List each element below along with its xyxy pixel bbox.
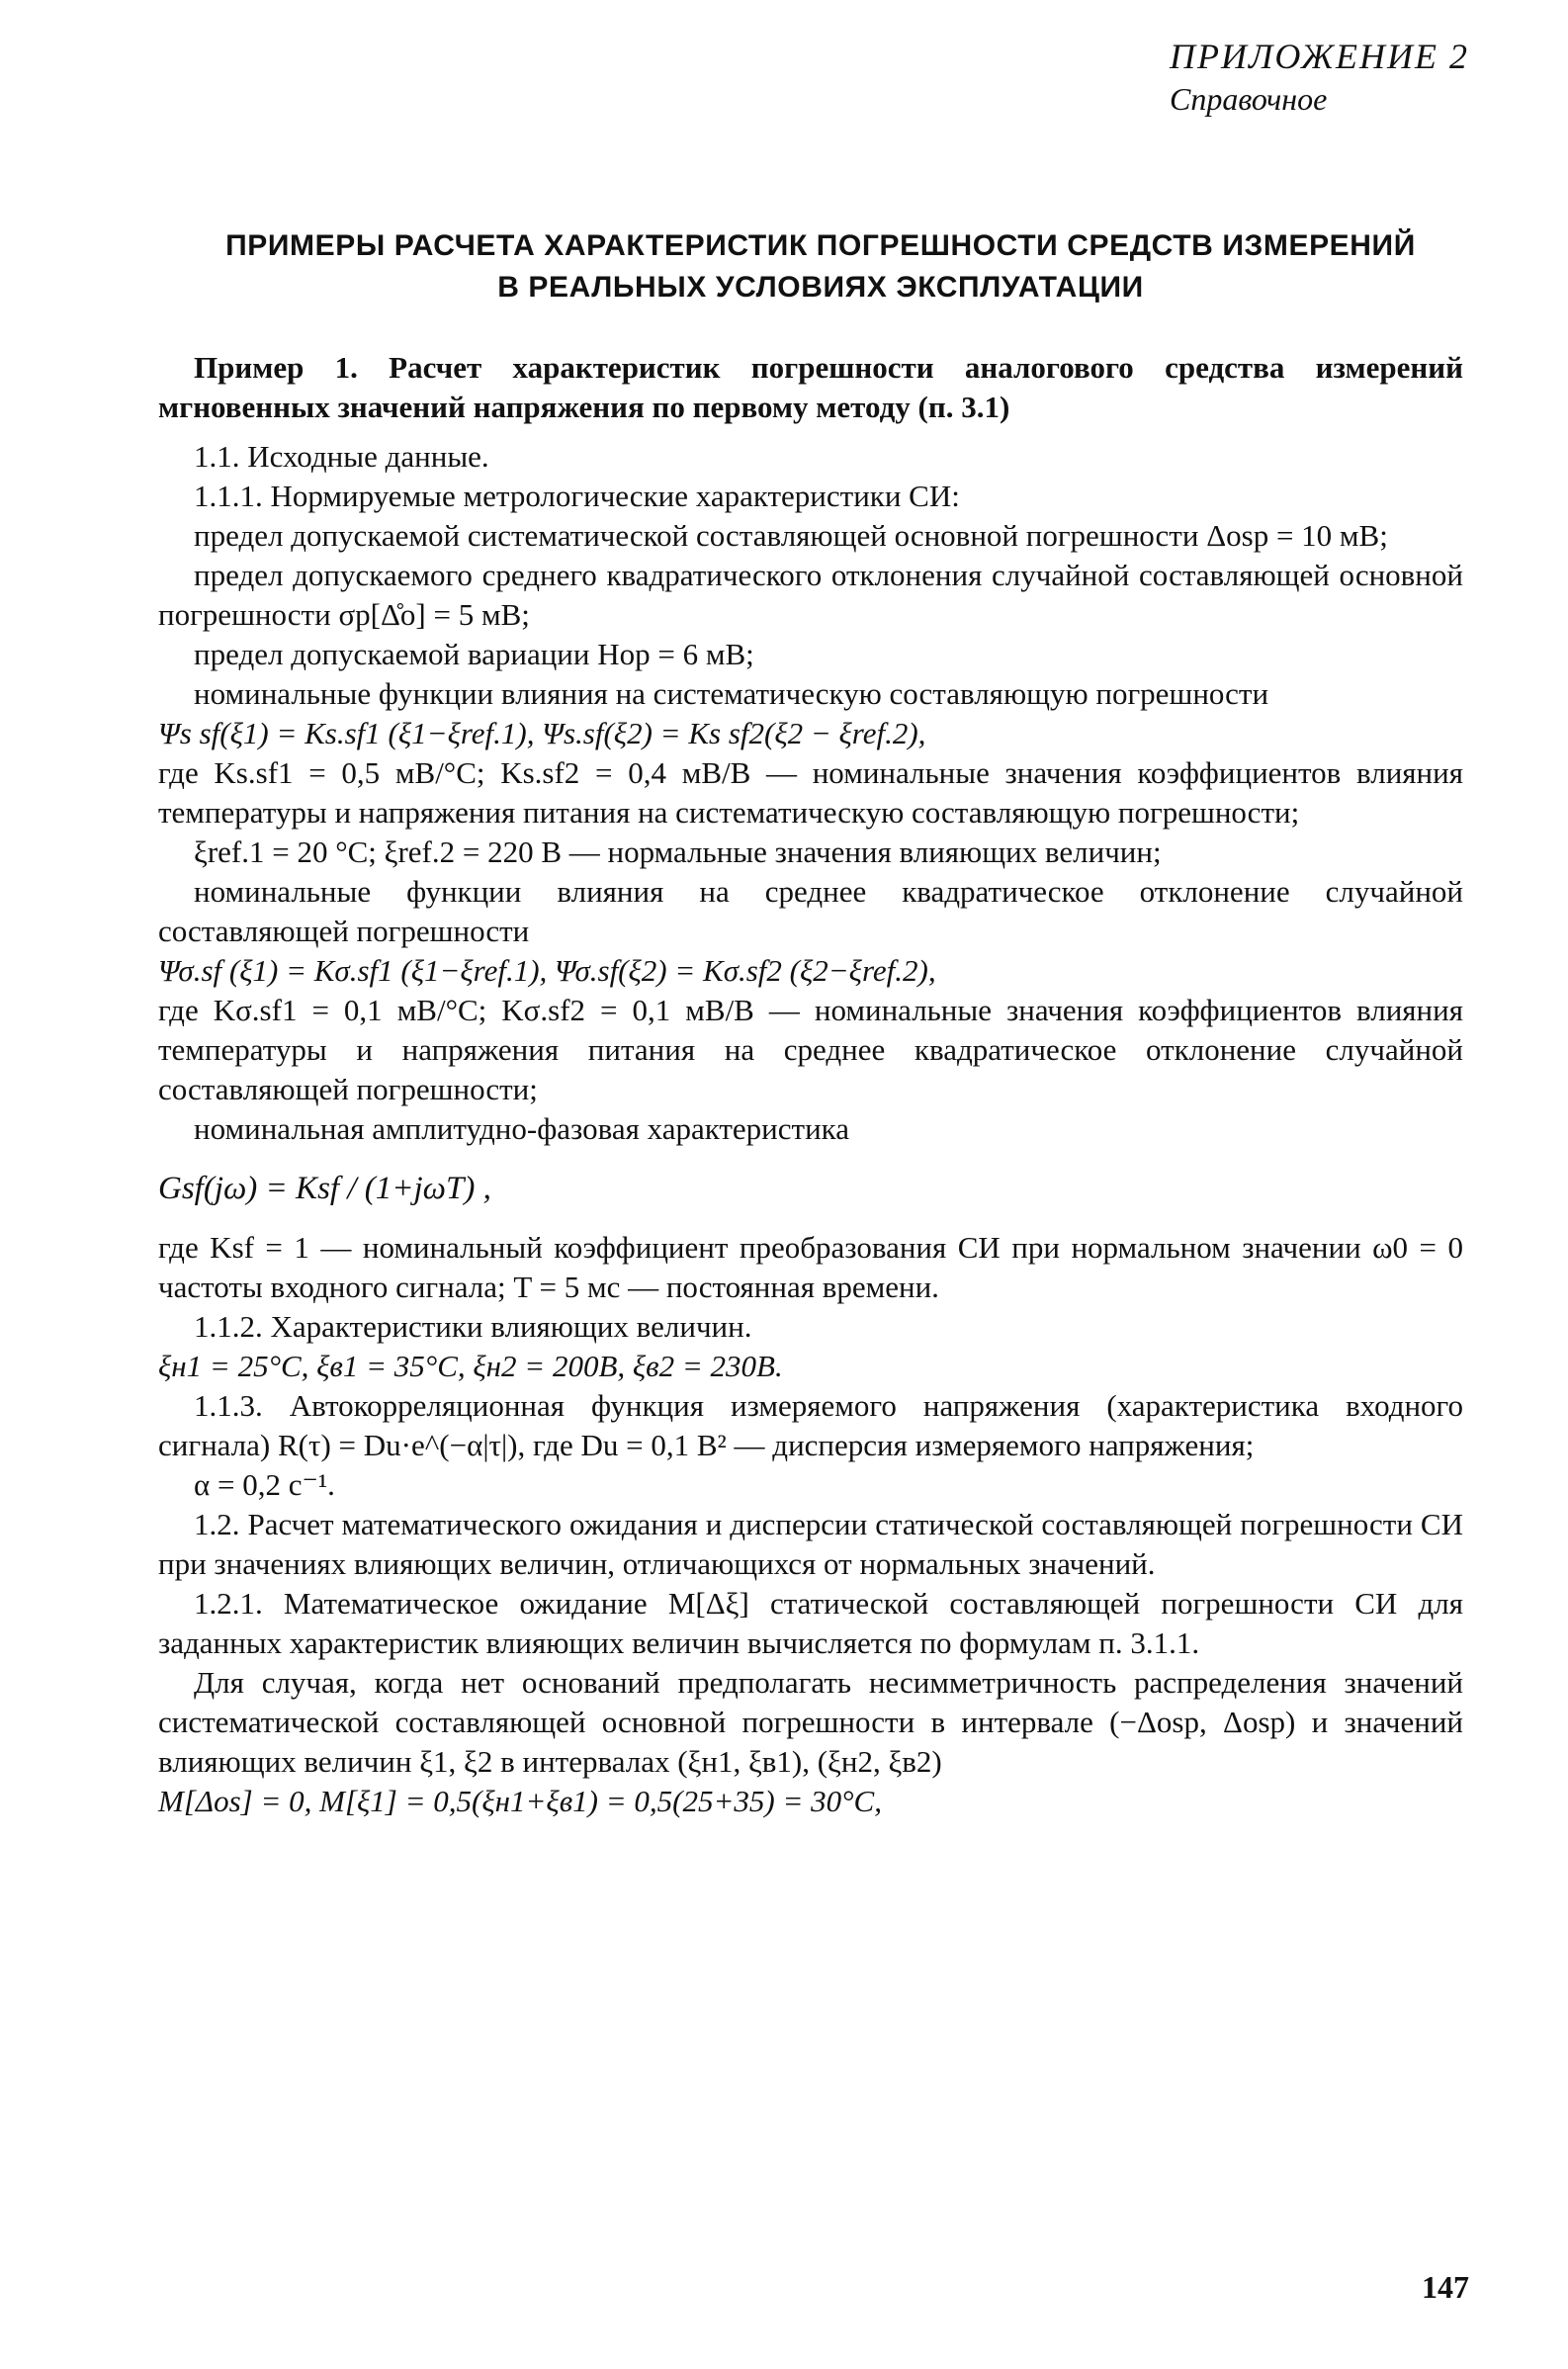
title-line-2: В РЕАЛЬНЫХ УСЛОВИЯХ ЭКСПЛУАТАЦИИ: [497, 271, 1144, 304]
document-title: [178, 225, 1463, 308]
formula-influence-systematic: Ψs sf(ξ1) = Ks.sf1 (ξ1−ξref.1), Ψs.sf(ξ2) = Ks sf2(ξ2 − ξref.2),: [158, 716, 926, 750]
annex-kind: Справочное: [1170, 81, 1328, 117]
paragraph-limit-variation: предел допускаемой вариации Hop = 6 мВ;: [194, 637, 754, 671]
paragraph-limit-systematic: предел допускаемой систематической составляющей основной погрешности Δosp = 10 мВ;: [194, 518, 1388, 553]
section-1-2: 1.2. Расчет математического ожидания и дисперсии статической составляющей погрешности СИ при значениях влияющих величин, отличающихся от нормальных значений.: [158, 1507, 1463, 1581]
annex-label: ПРИЛОЖЕНИЕ 2: [1170, 37, 1469, 76]
section-1-1-3: 1.1.3. Автокорреляционная функция измеряемого напряжения (характеристика входного сигнала) R(τ) = Du·e^(−α|τ|), где Du = 0,1 В² — дисперсия измеряемого напряжения;: [158, 1388, 1463, 1462]
formula-expectation: M[Δos] = 0, M[ξ1] = 0,5(ξн1+ξв1) = 0,5(25+35) = 30°С,: [158, 1784, 882, 1818]
paragraph-where-systematic: где Ks.sf1 = 0,5 мВ/°С; Ks.sf2 = 0,4 мВ/В — номинальные значения коэффициентов влияния температуры и напряжения питания на систематическую составляющую погрешности;: [158, 755, 1463, 830]
formula-influence-rms: Ψσ.sf (ξ1) = Kσ.sf1 (ξ1−ξref.1), Ψσ.sf(ξ2) = Kσ.sf2 (ξ2−ξref.2),: [158, 953, 936, 988]
section-1-1: 1.1. Исходные данные.: [194, 439, 489, 474]
paragraph-limit-rms: предел допускаемого среднего квадратического отклонения случайной составляющей основной погрешности σp[Δ̊o] = 5 мВ;: [158, 558, 1463, 632]
title-line-1: ПРИМЕРЫ РАСЧЕТА ХАРАКТЕРИСТИК ПОГРЕШНОСТИ СРЕДСТВ ИЗМЕРЕНИЙ: [225, 229, 1416, 262]
annex-header: [1170, 36, 1469, 118]
section-1-1-1: 1.1.1. Нормируемые метрологические характеристики СИ:: [194, 479, 960, 513]
document-body: [158, 348, 1463, 1821]
formula-afc: Gsf(jω) = Ksf / (1+jωT) ,: [158, 1171, 491, 1206]
formula-influence-values: ξн1 = 25°С, ξв1 = 35°С, ξн2 = 200В, ξв2 = 230В.: [158, 1349, 783, 1383]
paragraph-where-rms: где Kσ.sf1 = 0,1 мВ/°С; Kσ.sf2 = 0,1 мВ/В — номинальные значения коэффициентов влияния температуры и напряжения питания на среднее квадратическое отклонение случайной составляющей погрешности;: [158, 993, 1463, 1106]
example-heading: Пример 1. Расчет характеристик погрешности аналогового средства измерений мгновенных значений напряжения по первому методу (п. 3.1): [158, 350, 1463, 424]
section-1-1-2: 1.1.2. Характеристики влияющих величин.: [194, 1309, 752, 1344]
paragraph-alpha: α = 0,2 с⁻¹.: [194, 1467, 335, 1502]
paragraph-case: Для случая, когда нет оснований предполагать несимметричность распределения значений систематической составляющей основной погрешности в интервале (−Δosp, Δosp) и значений влияющих величин ξ1, ξ2 в интервалах (ξн1, ξв1), (ξн2, ξв2): [158, 1665, 1463, 1779]
page-number: 147: [1422, 2269, 1469, 2305]
paragraph-nominal-systematic: номинальные функции влияния на систематическую составляющую погрешности: [194, 676, 1269, 711]
section-1-2-1: 1.2.1. Математическое ожидание M[Δξ] статической составляющей погрешности СИ для заданных характеристик влияющих величин вычисляется по формулам п. 3.1.1.: [158, 1586, 1463, 1660]
paragraph-nominal-rms: номинальные функции влияния на среднее квадратическое отклонение случайной составляющей погрешности: [158, 874, 1463, 948]
paragraph-where-afc: где Ksf = 1 — номинальный коэффициент преобразования СИ при нормальном значении ω0 = 0 частоты входного сигнала; T = 5 мс — постоянная времени.: [158, 1230, 1463, 1304]
paragraph-afc: номинальная амплитудно-фазовая характеристика: [194, 1111, 850, 1146]
paragraph-reference-values: ξref.1 = 20 °С; ξref.2 = 220 В — нормальные значения влияющих величин;: [194, 834, 1162, 869]
